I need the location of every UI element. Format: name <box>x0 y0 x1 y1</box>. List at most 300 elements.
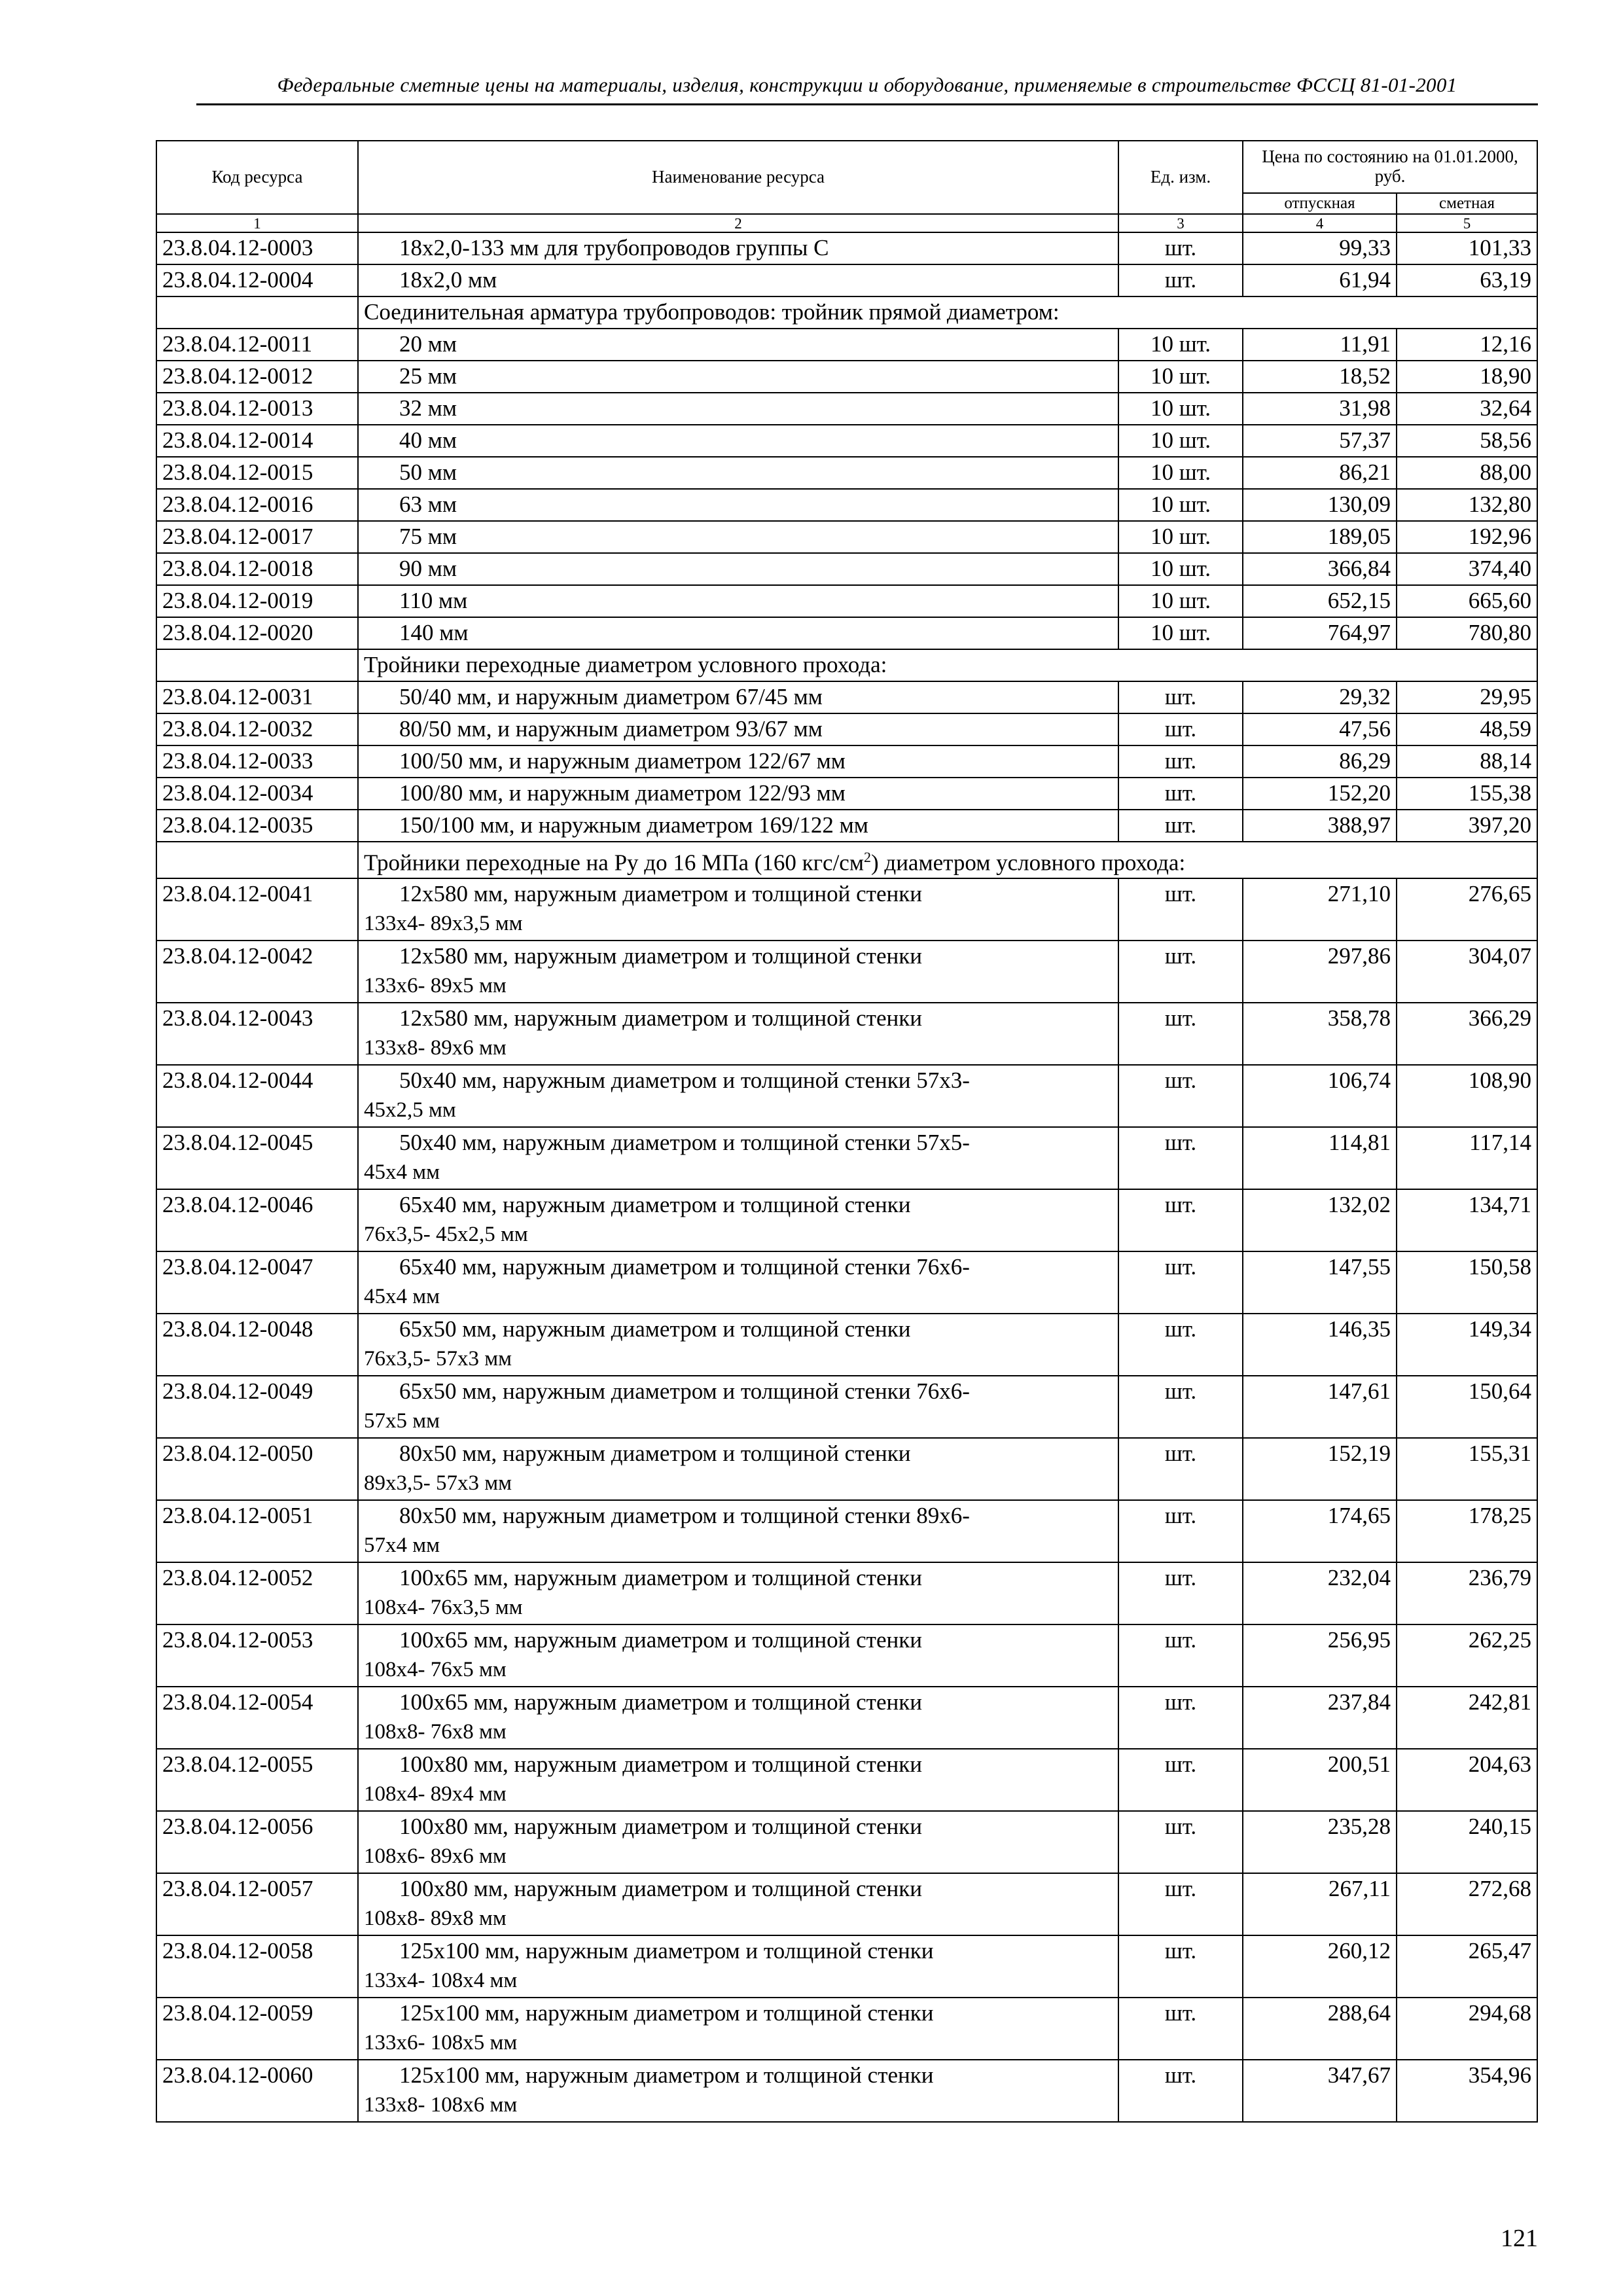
resource-code: 23.8.04.12-0031 <box>156 681 358 713</box>
resource-code: 23.8.04.12-0016 <box>156 489 358 521</box>
resource-name <box>358 264 1118 296</box>
resource-code: 23.8.04.12-0057 <box>156 1873 358 1935</box>
unit-cell: шт. <box>1118 1998 1243 2060</box>
resource-code: 23.8.04.12-0055 <box>156 1749 358 1811</box>
release-price: 114,81 <box>1243 1127 1397 1189</box>
unit-cell: шт. <box>1118 681 1243 713</box>
estimate-price: 134,71 <box>1397 1189 1537 1251</box>
release-price: 347,67 <box>1243 2060 1397 2122</box>
resource-name <box>358 745 1118 778</box>
resource-name-line1: 100х65 мм, наружным диаметром и толщиной стенки <box>399 1689 922 1715</box>
table-row <box>156 1500 1537 1562</box>
resource-name-line1: 125х100 мм, наружным диаметром и толщиной стенки <box>399 1937 934 1964</box>
table-row <box>156 1189 1537 1251</box>
resource-name-line2: 108х4- 89х4 мм <box>364 1782 507 1806</box>
table-row <box>156 1811 1537 1873</box>
resource-name <box>358 1189 1118 1251</box>
table-row <box>156 1438 1537 1500</box>
resource-name <box>358 1562 1118 1624</box>
estimate-price: 12,16 <box>1397 329 1537 361</box>
release-price: 147,55 <box>1243 1251 1397 1314</box>
resource-name-line1: 100х65 мм, наружным диаметром и толщиной стенки <box>399 1564 922 1590</box>
unit-cell: шт. <box>1118 745 1243 778</box>
resource-code: 23.8.04.12-0012 <box>156 361 358 393</box>
estimate-price: 178,25 <box>1397 1500 1537 1562</box>
estimate-price: 240,15 <box>1397 1811 1537 1873</box>
unit-cell: шт. <box>1118 1873 1243 1935</box>
resource-name-line2: 133х4- 108х4 мм <box>364 1968 518 1992</box>
resource-name-line1: 65х40 мм, наружным диаметром и толщиной стенки 76х6- <box>399 1253 970 1280</box>
unit-cell: шт. <box>1118 1687 1243 1749</box>
resource-name <box>358 585 1118 617</box>
unit-cell: шт. <box>1118 1500 1243 1562</box>
estimate-price: 204,63 <box>1397 1749 1537 1811</box>
table-row <box>156 361 1537 393</box>
resource-name <box>358 329 1118 361</box>
resource-name <box>358 232 1118 264</box>
unit-cell: шт. <box>1118 1065 1243 1127</box>
resource-name <box>358 1687 1118 1749</box>
unit-cell: 10 шт. <box>1118 521 1243 553</box>
release-price: 256,95 <box>1243 1624 1397 1687</box>
resource-code: 23.8.04.12-0045 <box>156 1127 358 1189</box>
unit-cell: шт. <box>1118 232 1243 264</box>
release-price: 358,78 <box>1243 1003 1397 1065</box>
estimate-price: 294,68 <box>1397 1998 1537 2060</box>
resource-name <box>358 1376 1118 1438</box>
col-header-release: отпускная <box>1243 193 1397 214</box>
table-row <box>156 617 1537 649</box>
resource-name-text: 18х2,0 мм <box>399 267 497 293</box>
table-row <box>156 585 1537 617</box>
resource-name-line2: 108х8- 89х8 мм <box>364 1906 507 1930</box>
unit-cell: 10 шт. <box>1118 489 1243 521</box>
resource-code: 23.8.04.12-0041 <box>156 878 358 941</box>
resource-name <box>358 1127 1118 1189</box>
col-header-unit: Ед. изм. <box>1118 141 1243 214</box>
resource-code: 23.8.04.12-0047 <box>156 1251 358 1314</box>
estimate-price: 236,79 <box>1397 1562 1537 1624</box>
table-row <box>156 521 1537 553</box>
resource-name-line2: 133х6- 108х5 мм <box>364 2030 518 2054</box>
col-header-estimate: сметная <box>1397 193 1537 214</box>
unit-cell: шт. <box>1118 1314 1243 1376</box>
release-price: 130,09 <box>1243 489 1397 521</box>
table-row <box>156 745 1537 778</box>
resource-name-text: 50 мм <box>399 459 457 485</box>
resource-name <box>358 553 1118 585</box>
resource-name-text: 32 мм <box>399 395 457 421</box>
release-price: 237,84 <box>1243 1687 1397 1749</box>
resource-name-line2: 76х3,5- 45х2,5 мм <box>364 1222 528 1246</box>
estimate-price: 63,19 <box>1397 264 1537 296</box>
resource-name-line2: 133х4- 89х3,5 мм <box>364 911 523 935</box>
resource-name <box>358 941 1118 1003</box>
release-price: 232,04 <box>1243 1562 1397 1624</box>
table-row <box>156 264 1537 296</box>
resource-name-line1: 65х50 мм, наружным диаметром и толщиной стенки <box>399 1316 911 1342</box>
table-row <box>156 1998 1537 2060</box>
section-row <box>156 842 1537 878</box>
resource-name-text: 150/100 мм, и наружным диаметром 169/122 мм <box>399 812 868 838</box>
estimate-price: 354,96 <box>1397 2060 1537 2122</box>
resource-code: 23.8.04.12-0043 <box>156 1003 358 1065</box>
release-price: 652,15 <box>1243 585 1397 617</box>
col-number: 3 <box>1118 214 1243 232</box>
unit-cell: шт. <box>1118 1811 1243 1873</box>
resource-name-text: 140 мм <box>399 620 469 645</box>
table-row <box>156 1873 1537 1935</box>
section-title: Тройники переходные диаметром условного прохода: <box>358 649 1537 681</box>
header-rule <box>196 103 1538 105</box>
resource-name-line1: 100х80 мм, наружным диаметром и толщиной стенки <box>399 1875 922 1901</box>
resource-code: 23.8.04.12-0044 <box>156 1065 358 1127</box>
unit-cell: шт. <box>1118 264 1243 296</box>
release-price: 174,65 <box>1243 1500 1397 1562</box>
table-row <box>156 1314 1537 1376</box>
release-price: 189,05 <box>1243 521 1397 553</box>
resource-code: 23.8.04.12-0035 <box>156 810 358 842</box>
estimate-price: 304,07 <box>1397 941 1537 1003</box>
resource-name-line1: 80х50 мм, наружным диаметром и толщиной стенки <box>399 1440 911 1466</box>
estimate-price: 101,33 <box>1397 232 1537 264</box>
resource-code: 23.8.04.12-0060 <box>156 2060 358 2122</box>
resource-name-line1: 80х50 мм, наружным диаметром и толщиной стенки 89х6- <box>399 1502 970 1528</box>
release-price: 147,61 <box>1243 1376 1397 1438</box>
release-price: 267,11 <box>1243 1873 1397 1935</box>
resource-code: 23.8.04.12-0011 <box>156 329 358 361</box>
section-title <box>358 842 1537 878</box>
resource-name-line2: 45х4 мм <box>364 1160 440 1184</box>
release-price: 99,33 <box>1243 232 1397 264</box>
resource-code: 23.8.04.12-0056 <box>156 1811 358 1873</box>
resource-name-line2: 108х8- 76х8 мм <box>364 1719 507 1744</box>
release-price: 260,12 <box>1243 1935 1397 1998</box>
resource-code: 23.8.04.12-0020 <box>156 617 358 649</box>
resource-code: 23.8.04.12-0014 <box>156 425 358 457</box>
unit-cell: шт. <box>1118 1251 1243 1314</box>
resource-name-line1: 100х80 мм, наружным диаметром и толщиной стенки <box>399 1751 922 1777</box>
unit-cell: 10 шт. <box>1118 425 1243 457</box>
resource-name-line2: 108х4- 76х3,5 мм <box>364 1595 523 1619</box>
resource-name <box>358 489 1118 521</box>
table-row <box>156 681 1537 713</box>
resource-name-line2: 45х2,5 мм <box>364 1098 456 1122</box>
resource-name <box>358 617 1118 649</box>
section-code-blank <box>156 649 358 681</box>
table-row <box>156 489 1537 521</box>
resource-name-line1: 65х40 мм, наружным диаметром и толщиной стенки <box>399 1191 911 1217</box>
unit-cell: шт. <box>1118 778 1243 810</box>
resource-code: 23.8.04.12-0059 <box>156 1998 358 2060</box>
estimate-price: 18,90 <box>1397 361 1537 393</box>
resource-name-text: 100/50 мм, и наружным диаметром 122/67 мм <box>399 748 846 774</box>
release-price: 86,21 <box>1243 457 1397 489</box>
release-price: 31,98 <box>1243 393 1397 425</box>
resource-name <box>358 457 1118 489</box>
resource-name <box>358 1749 1118 1811</box>
release-price: 47,56 <box>1243 713 1397 745</box>
table-row <box>156 878 1537 941</box>
resource-name-line2: 57х4 мм <box>364 1533 440 1557</box>
resource-name-line2: 133х6- 89х5 мм <box>364 973 507 997</box>
table-row <box>156 2060 1537 2122</box>
release-price: 57,37 <box>1243 425 1397 457</box>
release-price: 86,29 <box>1243 745 1397 778</box>
estimate-price: 665,60 <box>1397 585 1537 617</box>
section-code-blank <box>156 296 358 329</box>
unit-cell: 10 шт. <box>1118 617 1243 649</box>
col-number: 1 <box>156 214 358 232</box>
estimate-price: 88,14 <box>1397 745 1537 778</box>
section-row <box>156 296 1537 329</box>
release-price: 106,74 <box>1243 1065 1397 1127</box>
col-header-price: Цена по состоянию на 01.01.2000, руб. <box>1243 141 1537 193</box>
resource-code: 23.8.04.12-0052 <box>156 1562 358 1624</box>
resource-name-line1: 125х100 мм, наружным диаметром и толщиной стенки <box>399 2000 934 2026</box>
resource-name-text: 75 мм <box>399 524 457 549</box>
table-row <box>156 1562 1537 1624</box>
col-number: 4 <box>1243 214 1397 232</box>
release-price: 288,64 <box>1243 1998 1397 2060</box>
resource-name-text: 90 мм <box>399 556 457 581</box>
table-row <box>156 713 1537 745</box>
estimate-price: 192,96 <box>1397 521 1537 553</box>
resource-name-line2: 89х3,5- 57х3 мм <box>364 1471 512 1495</box>
estimate-price: 272,68 <box>1397 1873 1537 1935</box>
unit-cell: 10 шт. <box>1118 361 1243 393</box>
resource-name-text: 100/80 мм, и наружным диаметром 122/93 мм <box>399 780 846 806</box>
table-row <box>156 1624 1537 1687</box>
estimate-price: 150,64 <box>1397 1376 1537 1438</box>
section-row <box>156 649 1537 681</box>
resource-name <box>358 1624 1118 1687</box>
resource-name-line2: 133х8- 108х6 мм <box>364 2092 518 2117</box>
estimate-price: 155,38 <box>1397 778 1537 810</box>
resource-code: 23.8.04.12-0015 <box>156 457 358 489</box>
section-title-pre: Тройники переходные на Ру до 16 МПа (160 кгс/см <box>364 850 864 876</box>
resource-name-text: 63 мм <box>399 492 457 517</box>
estimate-price: 262,25 <box>1397 1624 1537 1687</box>
release-price: 61,94 <box>1243 264 1397 296</box>
estimate-price: 155,31 <box>1397 1438 1537 1500</box>
table-row <box>156 1065 1537 1127</box>
resource-name <box>358 1500 1118 1562</box>
unit-cell: шт. <box>1118 2060 1243 2122</box>
unit-cell: шт. <box>1118 810 1243 842</box>
unit-cell: шт. <box>1118 1749 1243 1811</box>
estimate-price: 149,34 <box>1397 1314 1537 1376</box>
resource-name-text: 80/50 мм, и наружным диаметром 93/67 мм <box>399 716 823 742</box>
unit-cell: шт. <box>1118 1935 1243 1998</box>
unit-cell: шт. <box>1118 1003 1243 1065</box>
col-header-name: Наименование ресурса <box>358 141 1118 214</box>
unit-cell: шт. <box>1118 1189 1243 1251</box>
estimate-price: 58,56 <box>1397 425 1537 457</box>
resource-code: 23.8.04.12-0042 <box>156 941 358 1003</box>
table-row <box>156 393 1537 425</box>
release-price: 200,51 <box>1243 1749 1397 1811</box>
table-row <box>156 810 1537 842</box>
estimate-price: 150,58 <box>1397 1251 1537 1314</box>
table-row <box>156 1003 1537 1065</box>
resource-name <box>358 1251 1118 1314</box>
resource-name-line1: 100х80 мм, наружным диаметром и толщиной стенки <box>399 1813 922 1839</box>
unit-cell: 10 шт. <box>1118 393 1243 425</box>
resource-name <box>358 1003 1118 1065</box>
resource-name-text: 50/40 мм, и наружным диаметром 67/45 мм <box>399 684 823 709</box>
estimate-price: 48,59 <box>1397 713 1537 745</box>
table-row <box>156 1749 1537 1811</box>
resource-name <box>358 1998 1118 2060</box>
resource-name-text: 40 мм <box>399 427 457 453</box>
release-price: 18,52 <box>1243 361 1397 393</box>
resource-code: 23.8.04.12-0051 <box>156 1500 358 1562</box>
release-price: 388,97 <box>1243 810 1397 842</box>
col-number: 5 <box>1397 214 1537 232</box>
unit-cell: шт. <box>1118 941 1243 1003</box>
running-header: Федеральные сметные цены на материалы, изделия, конструкции и оборудование, применяемые в строительстве ФССЦ 81-01-2001 <box>277 73 1457 96</box>
unit-cell: шт. <box>1118 713 1243 745</box>
table-row <box>156 232 1537 264</box>
release-price: 11,91 <box>1243 329 1397 361</box>
release-price: 29,32 <box>1243 681 1397 713</box>
release-price: 152,19 <box>1243 1438 1397 1500</box>
resource-name <box>358 810 1118 842</box>
section-code-blank <box>156 842 358 878</box>
table-row <box>156 1251 1537 1314</box>
release-price: 235,28 <box>1243 1811 1397 1873</box>
resource-code: 23.8.04.12-0033 <box>156 745 358 778</box>
table-row <box>156 1127 1537 1189</box>
estimate-price: 88,00 <box>1397 457 1537 489</box>
resource-name-line1: 12х580 мм, наружным диаметром и толщиной стенки <box>399 880 922 906</box>
estimate-price: 32,64 <box>1397 393 1537 425</box>
table-row <box>156 425 1537 457</box>
resource-name-line2: 76х3,5- 57х3 мм <box>364 1346 512 1371</box>
resource-code: 23.8.04.12-0013 <box>156 393 358 425</box>
table-row <box>156 329 1537 361</box>
section-title: Соединительная арматура трубопроводов: тройник прямой диаметром: <box>358 296 1537 329</box>
resource-name <box>358 878 1118 941</box>
resource-name-line1: 12х580 мм, наружным диаметром и толщиной стенки <box>399 1005 922 1031</box>
estimate-price: 276,65 <box>1397 878 1537 941</box>
col-number: 2 <box>358 214 1118 232</box>
page-number: 121 <box>1501 2225 1538 2252</box>
resource-name <box>358 778 1118 810</box>
table-row <box>156 1376 1537 1438</box>
estimate-price: 242,81 <box>1397 1687 1537 1749</box>
resource-name <box>358 1873 1118 1935</box>
resource-code: 23.8.04.12-0017 <box>156 521 358 553</box>
resource-name-line1: 12х580 мм, наружным диаметром и толщиной стенки <box>399 942 922 969</box>
unit-cell: шт. <box>1118 1127 1243 1189</box>
resource-name-line1: 100х65 мм, наружным диаметром и толщиной стенки <box>399 1626 922 1653</box>
resource-code: 23.8.04.12-0018 <box>156 553 358 585</box>
unit-cell: 10 шт. <box>1118 457 1243 489</box>
resource-name <box>358 521 1118 553</box>
resource-name-line1: 50х40 мм, наружным диаметром и толщиной стенки 57х3- <box>399 1067 970 1093</box>
resource-code: 23.8.04.12-0050 <box>156 1438 358 1500</box>
estimate-price: 29,95 <box>1397 681 1537 713</box>
release-price: 297,86 <box>1243 941 1397 1003</box>
resource-name <box>358 1935 1118 1998</box>
resource-name <box>358 1065 1118 1127</box>
estimate-price: 374,40 <box>1397 553 1537 585</box>
price-table <box>156 140 1538 2123</box>
resource-name <box>358 1811 1118 1873</box>
unit-cell: 10 шт. <box>1118 585 1243 617</box>
table-row <box>156 1687 1537 1749</box>
resource-code: 23.8.04.12-0054 <box>156 1687 358 1749</box>
unit-cell: шт. <box>1118 1438 1243 1500</box>
estimate-price: 366,29 <box>1397 1003 1537 1065</box>
resource-name-text: 18х2,0-133 мм для трубопроводов группы С <box>399 235 829 260</box>
release-price: 132,02 <box>1243 1189 1397 1251</box>
resource-code: 23.8.04.12-0049 <box>156 1376 358 1438</box>
unit-cell: 10 шт. <box>1118 329 1243 361</box>
resource-name <box>358 713 1118 745</box>
resource-name-line2: 57х5 мм <box>364 1408 440 1433</box>
resource-name <box>358 2060 1118 2122</box>
resource-name-line2: 45х4 мм <box>364 1284 440 1308</box>
resource-name-line2: 133х8- 89х6 мм <box>364 1035 507 1060</box>
unit-cell: шт. <box>1118 878 1243 941</box>
resource-name <box>358 681 1118 713</box>
release-price: 764,97 <box>1243 617 1397 649</box>
resource-name <box>358 1314 1118 1376</box>
resource-code: 23.8.04.12-0004 <box>156 264 358 296</box>
resource-code: 23.8.04.12-0053 <box>156 1624 358 1687</box>
resource-name-line1: 65х50 мм, наружным диаметром и толщиной стенки 76х6- <box>399 1378 970 1404</box>
resource-code: 23.8.04.12-0003 <box>156 232 358 264</box>
resource-code: 23.8.04.12-0058 <box>156 1935 358 1998</box>
resource-name-text: 20 мм <box>399 331 457 357</box>
resource-code: 23.8.04.12-0046 <box>156 1189 358 1251</box>
estimate-price: 780,80 <box>1397 617 1537 649</box>
estimate-price: 132,80 <box>1397 489 1537 521</box>
resource-name-line1: 50х40 мм, наружным диаметром и толщиной стенки 57х5- <box>399 1129 970 1155</box>
resource-code: 23.8.04.12-0032 <box>156 713 358 745</box>
release-price: 152,20 <box>1243 778 1397 810</box>
resource-name-text: 25 мм <box>399 363 457 389</box>
unit-cell: шт. <box>1118 1376 1243 1438</box>
table-row <box>156 941 1537 1003</box>
resource-name <box>358 425 1118 457</box>
estimate-price: 117,14 <box>1397 1127 1537 1189</box>
estimate-price: 265,47 <box>1397 1935 1537 1998</box>
unit-cell: шт. <box>1118 1624 1243 1687</box>
resource-code: 23.8.04.12-0048 <box>156 1314 358 1376</box>
col-header-code: Код ресурса <box>156 141 358 214</box>
table-row <box>156 1935 1537 1998</box>
estimate-price: 397,20 <box>1397 810 1537 842</box>
section-title-sup: 2 <box>863 849 871 865</box>
resource-name <box>358 1438 1118 1500</box>
estimate-price: 108,90 <box>1397 1065 1537 1127</box>
release-price: 146,35 <box>1243 1314 1397 1376</box>
resource-code: 23.8.04.12-0019 <box>156 585 358 617</box>
release-price: 366,84 <box>1243 553 1397 585</box>
table-row <box>156 778 1537 810</box>
release-price: 271,10 <box>1243 878 1397 941</box>
resource-name-line2: 108х6- 89х6 мм <box>364 1844 507 1868</box>
resource-name <box>358 361 1118 393</box>
section-title-post: ) диаметром условного прохода: <box>870 850 1186 876</box>
resource-code: 23.8.04.12-0034 <box>156 778 358 810</box>
resource-name-line1: 125х100 мм, наружным диаметром и толщиной стенки <box>399 2062 934 2088</box>
resource-name <box>358 393 1118 425</box>
